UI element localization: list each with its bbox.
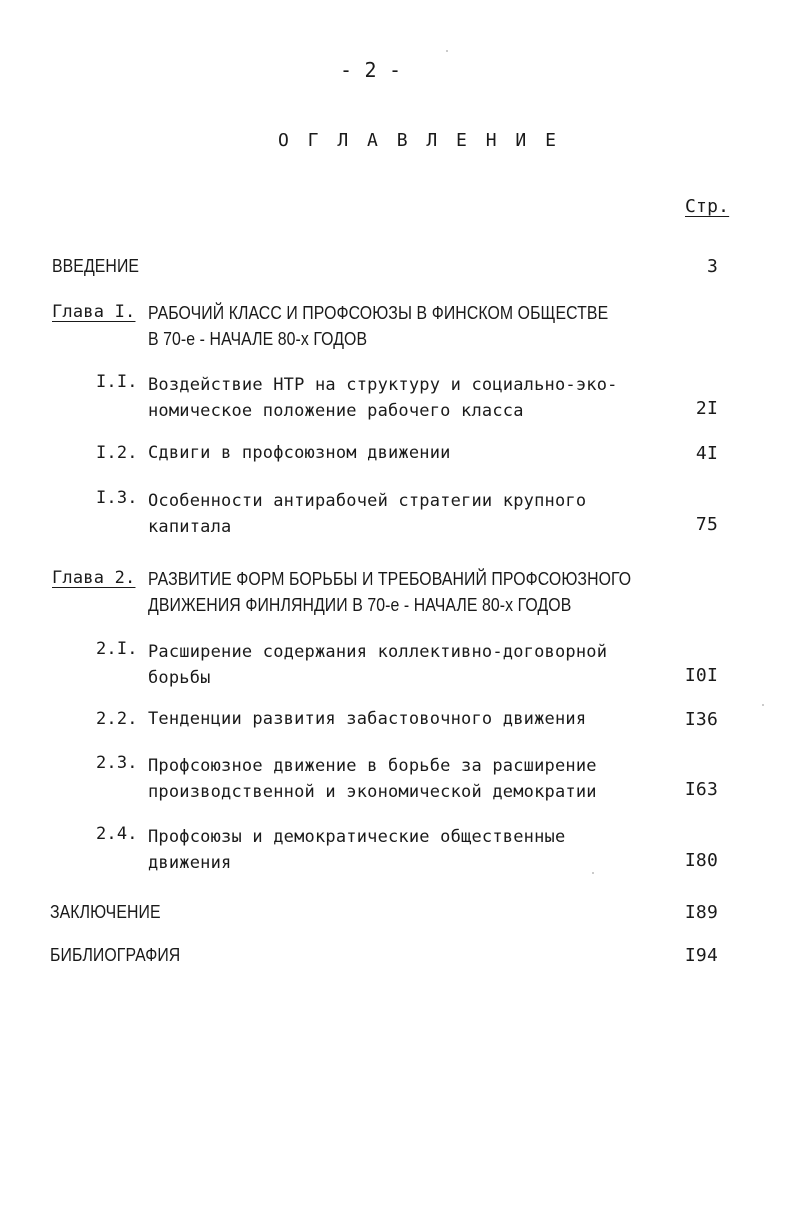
section-2-1-number: 2.I.	[96, 639, 138, 659]
section-2-3-title	[148, 753, 597, 805]
section-1-2-title: Сдвиги в профсоюзном движении	[148, 443, 451, 463]
chapter-2-title	[148, 566, 631, 618]
section-2-3-title-line1: Профсоюзное движение в борьбе за расширение	[148, 756, 597, 776]
section-1-3-number: I.3.	[96, 488, 138, 508]
page-column-label: Стр.	[685, 196, 730, 217]
section-2-2-page: I36	[684, 709, 718, 730]
section-1-3-page: 75	[695, 514, 718, 535]
toc-entry-bibliography-label: БИБЛИОГРАФИЯ	[50, 945, 181, 965]
chapter-1-title-line1: РАБОЧИЙ КЛАСС И ПРОФСОЮЗЫ В ФИНСКОМ ОБЩЕСТВЕ	[148, 303, 609, 323]
section-1-1-title-line1: Воздействие НТР на структуру и социально-эко-	[148, 375, 618, 395]
section-2-4-title-line2: движения	[148, 853, 232, 873]
section-2-4-title	[148, 824, 565, 876]
section-2-3-page: I63	[684, 779, 718, 800]
chapter-1-title	[148, 300, 608, 352]
section-2-1-title	[148, 639, 607, 691]
section-2-2-title: Тенденции развития забастовочного движения	[148, 709, 587, 729]
section-2-2-number: 2.2.	[96, 709, 138, 729]
scan-speck	[592, 872, 594, 874]
section-2-4-title-line1: Профсоюзы и демократические общественные	[148, 827, 566, 847]
section-2-4-number: 2.4.	[96, 824, 138, 844]
section-1-1-number: I.I.	[96, 372, 138, 392]
toc-title: О Г Л А В Л Е Н И Е	[278, 130, 560, 151]
section-1-2-page: 4I	[695, 443, 718, 464]
section-1-3-title	[148, 488, 586, 540]
chapter-2-title-line1: РАЗВИТИЕ ФОРМ БОРЬБЫ И ТРЕБОВАНИЙ ПРОФСОЮЗНОГО	[148, 569, 632, 589]
chapter-2-title-line2: ДВИЖЕНИЯ ФИНЛЯНДИИ В 70-е - НАЧАЛЕ 80-х ГОДОВ	[148, 595, 572, 615]
section-2-1-title-line2: борьбы	[148, 668, 211, 688]
section-2-3-title-line2: производственной и экономической демократии	[148, 782, 597, 802]
section-1-3-title-line1: Особенности антирабочей стратегии крупного	[148, 491, 587, 511]
scan-speck	[446, 50, 448, 52]
section-1-1-title-line2: номическое положение рабочего класса	[148, 401, 524, 421]
section-2-3-number: 2.3.	[96, 753, 138, 773]
toc-entry-intro-label: ВВЕДЕНИЕ	[52, 256, 140, 276]
toc-entry-conclusion-label: ЗАКЛЮЧЕНИЕ	[50, 902, 161, 922]
section-1-1-title	[148, 372, 618, 424]
toc-entry-conclusion-page: I89	[684, 902, 718, 923]
chapter-1-title-line2: В 70-е - НАЧАЛЕ 80-х ГОДОВ	[148, 329, 368, 349]
section-1-1-page: 2I	[695, 398, 718, 419]
toc-entry-intro-page: 3	[706, 256, 718, 277]
section-1-2-number: I.2.	[96, 443, 138, 463]
chapter-2-prefix: Глава 2.	[52, 568, 136, 588]
toc-entry-bibliography-page: I94	[684, 945, 718, 966]
page-number: - 2 -	[340, 58, 402, 82]
chapter-1-prefix: Глава I.	[52, 302, 136, 322]
section-2-1-page: I0I	[684, 665, 718, 686]
section-1-3-title-line2: капитала	[148, 517, 232, 537]
section-2-4-page: I80	[684, 850, 718, 871]
section-2-1-title-line1: Расширение содержания коллективно-договорной	[148, 642, 608, 662]
scan-speck	[762, 704, 764, 706]
